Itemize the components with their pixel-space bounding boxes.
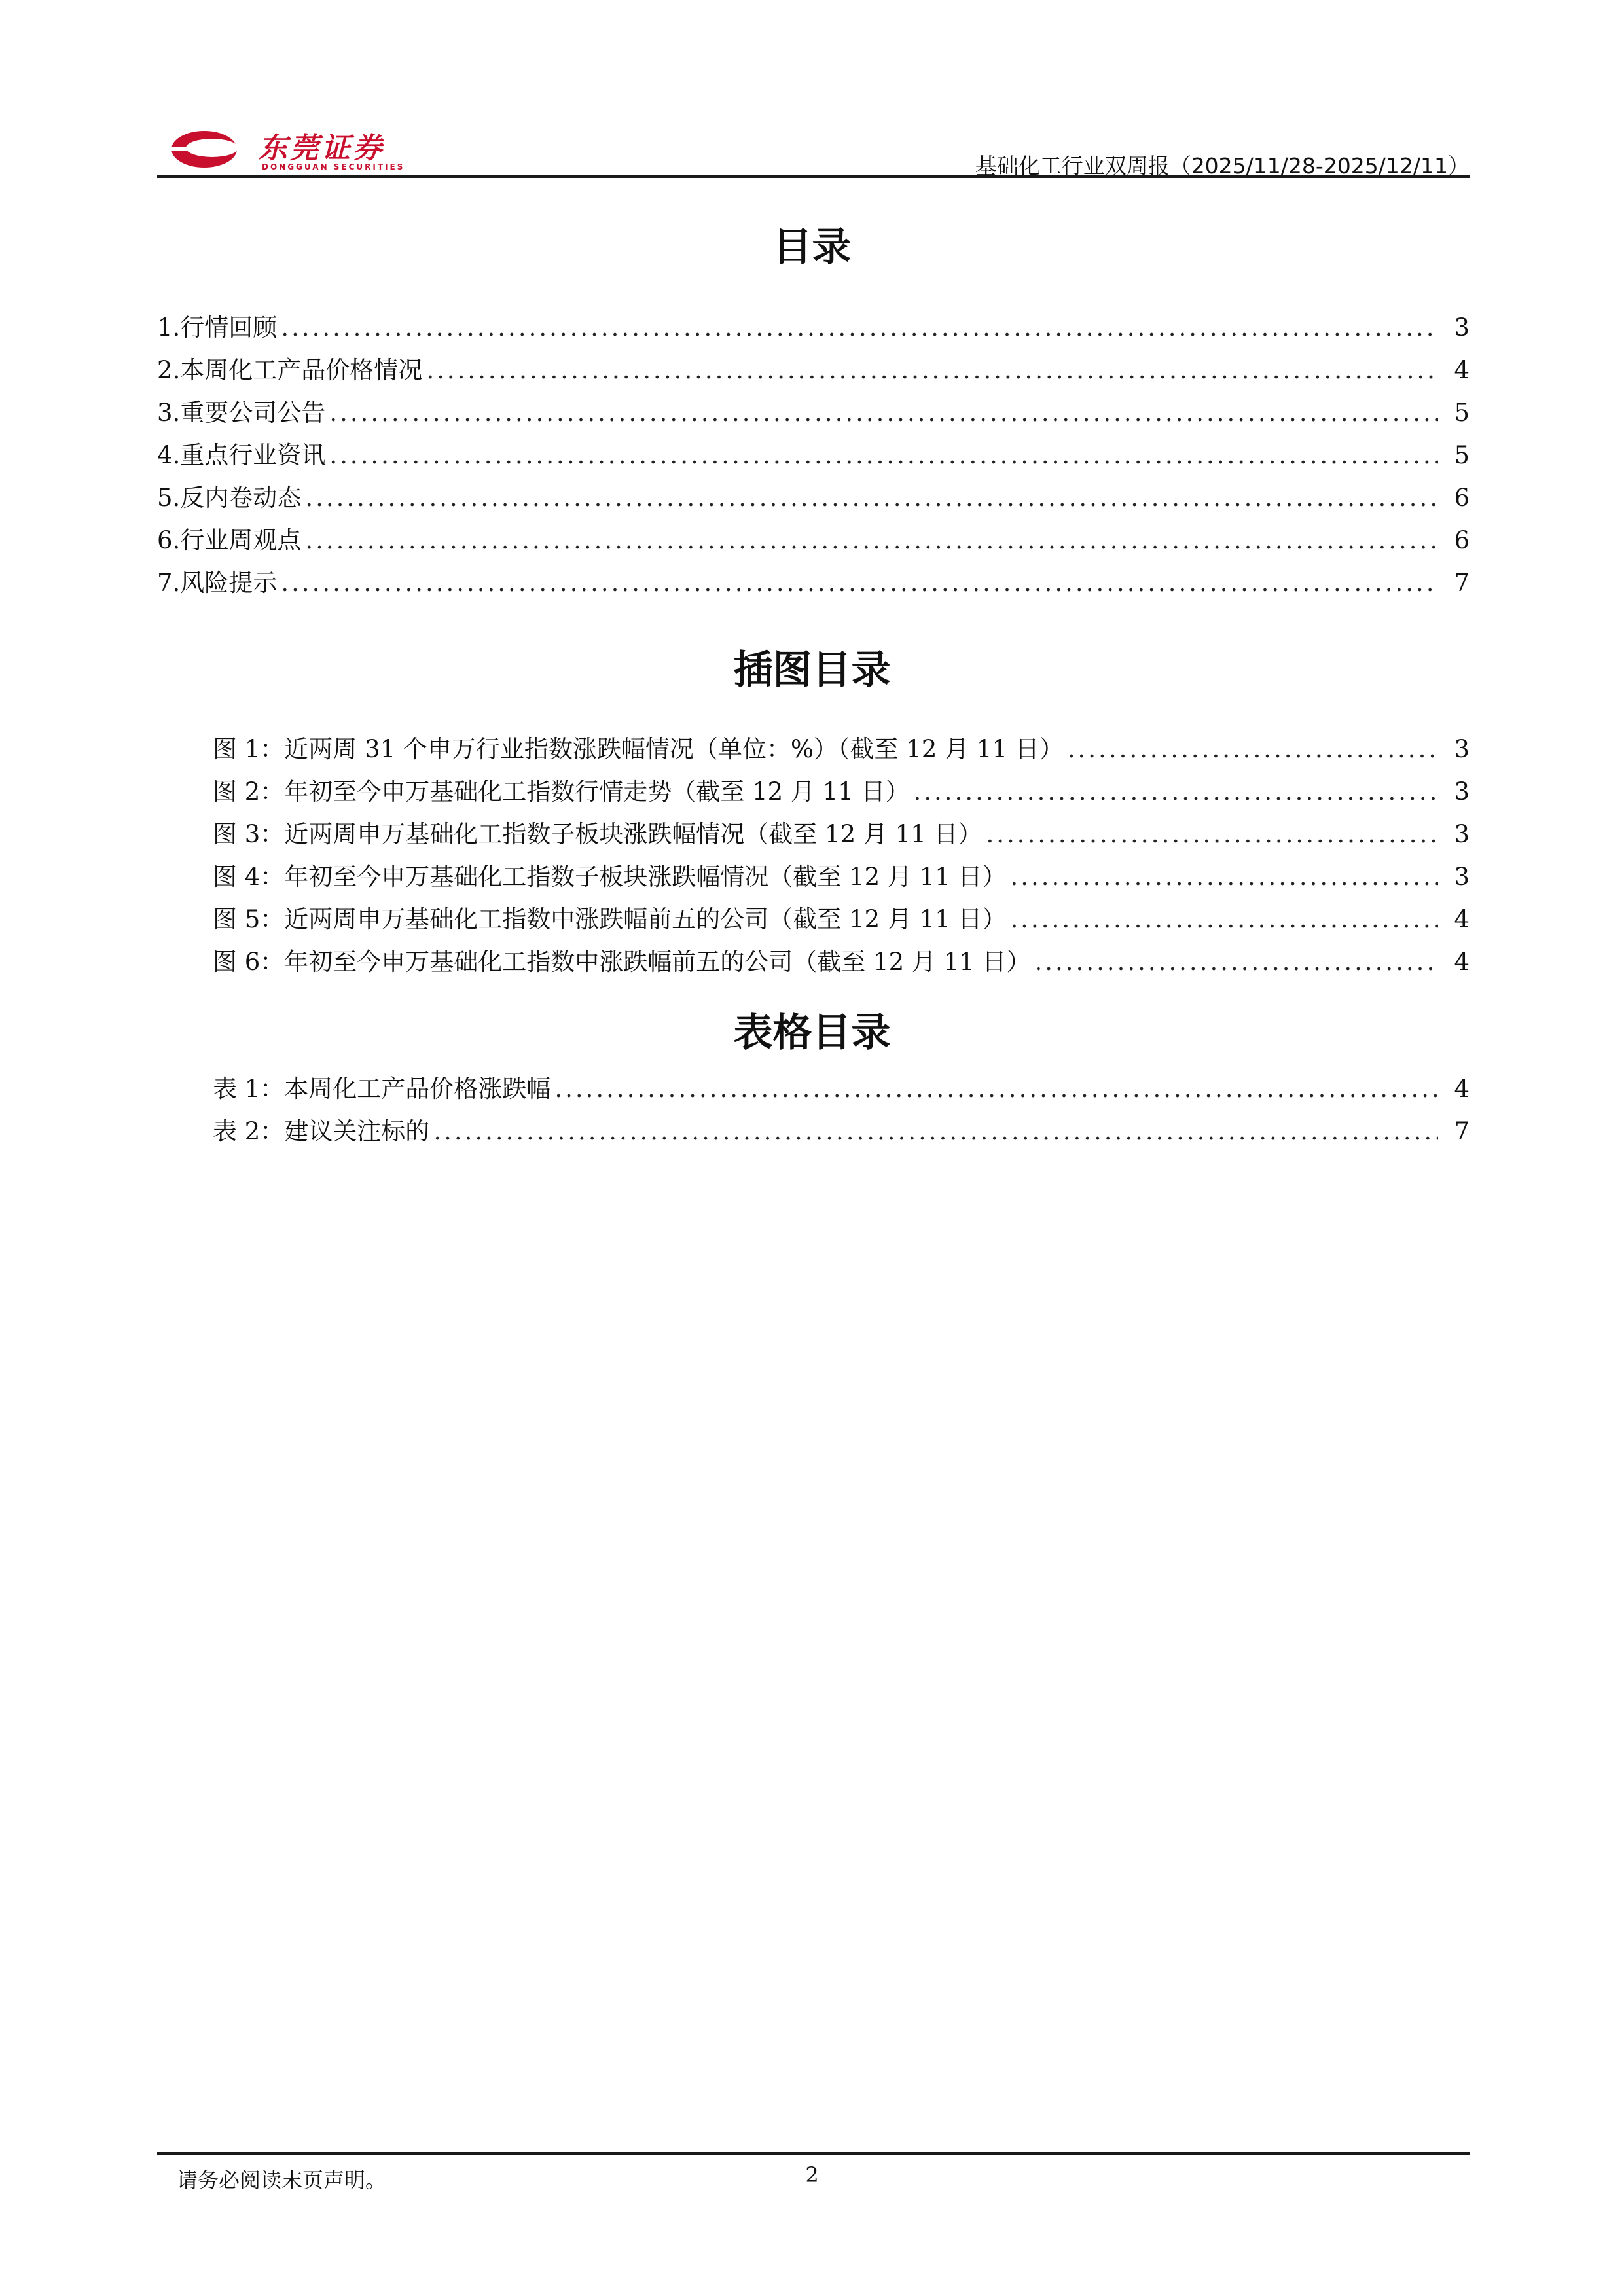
figures-list [157, 729, 1470, 984]
toc-entry[interactable] [157, 857, 1470, 899]
toc-entry-page: 4 [1454, 356, 1470, 384]
toc-entry[interactable] [157, 563, 1470, 605]
toc-entry-label: 3.重要公司公告 [157, 399, 326, 427]
logo-english-name: DONGGUAN SECURITIES [262, 162, 405, 171]
toc-entry[interactable] [157, 772, 1470, 814]
toc-entry-label: 图 3：近两周申万基础化工指数子板块涨跌幅情况（截至 12 月 11 日） [213, 820, 983, 848]
dot-leader [281, 569, 1438, 597]
toc-entry-label: 7.风险提示 [157, 569, 278, 597]
toc-entry-page: 4 [1454, 905, 1470, 933]
dongguan-logo-icon [170, 128, 245, 170]
toc-entry-label: 表 2：建议关注标的 [213, 1117, 430, 1145]
company-logo [157, 123, 471, 175]
tables-list [157, 1069, 1470, 1154]
toc-entry-page: 3 [1454, 863, 1470, 891]
toc-entry-page: 3 [1454, 820, 1470, 848]
toc-entry[interactable] [157, 899, 1470, 942]
toc-entry-label: 4.重点行业资讯 [157, 441, 326, 469]
toc-entry-label: 图 5：近两周申万基础化工指数中涨跌幅前五的公司（截至 12 月 11 日） [213, 905, 1007, 933]
toc-list [157, 308, 1470, 605]
toc-entry-label: 6.行业周观点 [157, 526, 302, 554]
toc-entry[interactable] [157, 520, 1470, 563]
dot-leader [305, 526, 1438, 554]
dot-leader [305, 484, 1438, 512]
figures-heading: 插图目录 [733, 647, 891, 693]
toc-entry-page: 5 [1454, 399, 1470, 427]
toc-entry-page: 7 [1454, 1117, 1470, 1145]
toc-entry-page: 4 [1454, 948, 1470, 976]
toc-entry[interactable] [157, 308, 1470, 350]
toc-entry-page: 7 [1454, 569, 1470, 597]
toc-entry[interactable] [157, 729, 1470, 772]
toc-entry[interactable] [157, 393, 1470, 435]
dot-leader [329, 399, 1438, 427]
toc-entry-page: 6 [1454, 526, 1470, 554]
dot-leader [986, 820, 1438, 848]
toc-entry-label: 图 6：年初至今申万基础化工指数中涨跌幅前五的公司（截至 12 月 11 日） [213, 948, 1031, 976]
toc-entry-label: 图 4：年初至今申万基础化工指数子板块涨跌幅情况（截至 12 月 11 日） [213, 863, 1007, 891]
toc-entry[interactable] [157, 435, 1470, 478]
dot-leader [914, 778, 1438, 806]
toc-entry-page: 3 [1454, 778, 1470, 806]
tables-heading: 表格目录 [733, 1010, 891, 1056]
dot-leader [433, 1117, 1438, 1145]
toc-entry-label: 图 2：年初至今申万基础化工指数行情走势（截至 12 月 11 日） [213, 778, 910, 806]
page-header [157, 98, 1470, 177]
dot-leader [554, 1075, 1438, 1103]
toc-entry-page: 4 [1454, 1075, 1470, 1103]
dot-leader [1011, 905, 1438, 933]
disclaimer-note: 请务必阅读末页声明。 [177, 2168, 387, 2193]
toc-entry-label: 图 1：近两周 31 个申万行业指数涨跌幅情况（单位：%）（截至 12 月 11 日） [213, 735, 1064, 763]
page-number: 2 [805, 2162, 819, 2187]
toc-entry[interactable] [157, 942, 1470, 984]
dot-leader [1068, 735, 1438, 763]
dot-leader [426, 356, 1438, 384]
dot-leader [1035, 948, 1438, 976]
toc-heading: 目录 [772, 224, 852, 270]
logo-chinese-name: 东莞证券 [259, 132, 384, 165]
toc-entry-page: 3 [1454, 314, 1470, 342]
toc-entry-label: 1.行情回顾 [157, 314, 278, 342]
toc-entry-page: 6 [1454, 484, 1470, 512]
toc-entry-label: 表 1：本周化工产品价格涨跌幅 [213, 1075, 551, 1103]
footer-divider [157, 2152, 1470, 2155]
dot-leader [281, 314, 1438, 342]
toc-entry-label: 5.反内卷动态 [157, 484, 302, 512]
toc-entry[interactable] [157, 814, 1470, 857]
toc-entry-label: 2.本周化工产品价格情况 [157, 356, 423, 384]
toc-entry[interactable] [157, 350, 1470, 393]
toc-entry[interactable] [157, 478, 1470, 520]
dot-leader [329, 441, 1438, 469]
toc-entry-page: 5 [1454, 441, 1470, 469]
header-divider [157, 175, 1470, 178]
toc-entry[interactable] [157, 1069, 1470, 1111]
report-title: 基础化工行业双周报（2025/11/28-2025/12/11） [975, 153, 1470, 179]
toc-entry-page: 3 [1454, 735, 1470, 763]
toc-entry[interactable] [157, 1111, 1470, 1154]
dot-leader [1011, 863, 1438, 891]
